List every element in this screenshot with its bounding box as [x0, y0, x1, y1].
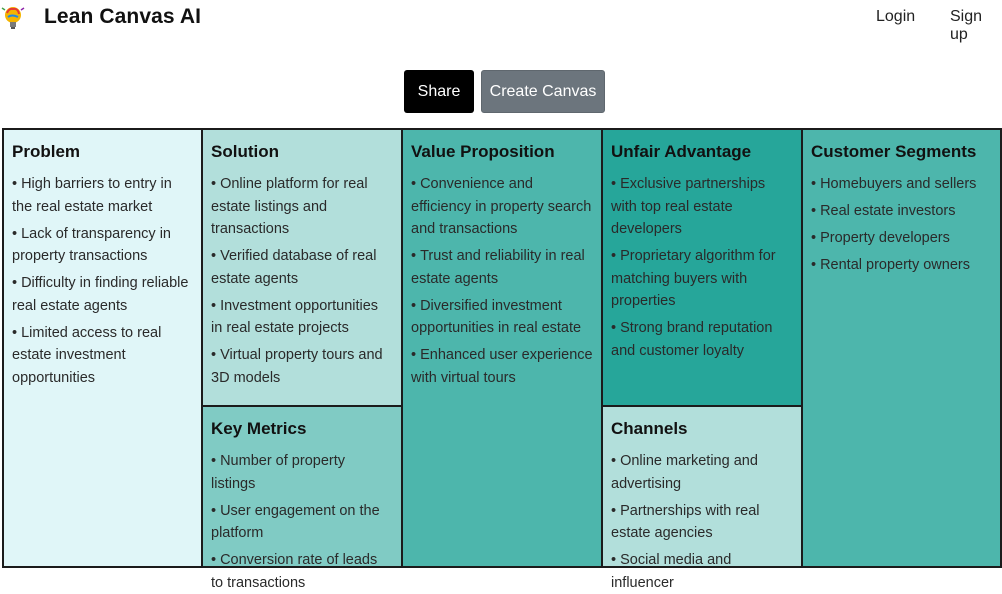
list-item: • Trust and reliability in real estate agents: [411, 248, 585, 287]
value-proposition-list: [411, 173, 593, 389]
problem-title: Problem: [12, 142, 81, 161]
canvas-actions: [0, 70, 1000, 114]
unfair-advantage-list: [611, 173, 793, 362]
value-proposition-title: Value Proposition: [411, 142, 555, 161]
list-item: • User engagement on the platform: [211, 502, 380, 541]
solution-title: Solution: [211, 142, 279, 161]
signup-link[interactable]: Sign up: [950, 8, 983, 43]
list-item: • Verified database of real estate agents: [211, 248, 377, 287]
app-title: Lean Canvas AI: [44, 5, 202, 28]
list-item: • Exclusive partnerships with top real estate developers: [611, 176, 766, 237]
list-item: • Strong brand reputation and customer loyalty: [611, 320, 773, 359]
unfair-advantage-block[interactable]: [601, 128, 803, 407]
list-item: • Enhanced user experience with virtual tours: [411, 347, 593, 386]
list-item: • Convenience and efficiency in property search and transactions: [411, 176, 592, 237]
lean-canvas-grid: [2, 128, 1000, 591]
list-item: • Real estate investors: [811, 203, 956, 219]
create-canvas-button[interactable]: Create Canvas: [481, 70, 605, 113]
solution-list: [211, 173, 393, 389]
value-proposition-block[interactable]: [401, 128, 603, 568]
list-item: • Property developers: [811, 230, 950, 246]
list-item: • High barriers to entry in the real estate market: [12, 176, 172, 215]
key-metrics-title: Key Metrics: [211, 419, 307, 438]
unfair-advantage-title: Unfair Advantage: [611, 142, 752, 161]
top-header: [0, 0, 1000, 43]
list-item: • Homebuyers and sellers: [811, 176, 977, 192]
list-item: • Number of property listings: [211, 453, 345, 492]
share-button[interactable]: Share: [404, 70, 474, 113]
problem-block[interactable]: [2, 128, 203, 568]
customer-segments-block[interactable]: [801, 128, 1002, 568]
problem-list: [12, 173, 193, 389]
channels-title: Channels: [611, 419, 688, 438]
customer-segments-list: [811, 173, 992, 277]
list-item: • Partnerships with real estate agencies: [611, 502, 760, 541]
channels-list: [611, 450, 793, 594]
list-item: • Social media and influencer: [611, 552, 732, 591]
customer-segments-title: Customer Segments: [811, 142, 977, 161]
solution-block[interactable]: [201, 128, 403, 407]
list-item: • Investment opportunities in real estate projects: [211, 297, 379, 336]
login-link[interactable]: Login: [876, 8, 916, 25]
list-item: • Diversified investment opportunities in real estate: [411, 297, 582, 336]
lightbulb-brain-icon[interactable]: [0, 4, 26, 32]
list-item: • Proprietary algorithm for matching buyers with properties: [611, 248, 776, 309]
list-item: • Limited access to real estate investment opportunities: [12, 324, 162, 386]
key-metrics-block[interactable]: [201, 405, 403, 591]
list-item: • Online platform for real estate listings and transactions: [211, 176, 368, 237]
channels-block[interactable]: [601, 405, 803, 591]
list-item: • Virtual property tours and 3D models: [211, 347, 383, 386]
list-item: • Conversion rate of leads to transactions: [211, 552, 378, 591]
list-item: • Lack of transparency in property transactions: [12, 225, 171, 264]
list-item: • Online marketing and advertising: [611, 453, 758, 492]
key-metrics-list: [211, 450, 393, 594]
list-item: • Rental property owners: [811, 257, 970, 273]
list-item: • Difficulty in finding reliable real estate agents: [12, 275, 189, 314]
